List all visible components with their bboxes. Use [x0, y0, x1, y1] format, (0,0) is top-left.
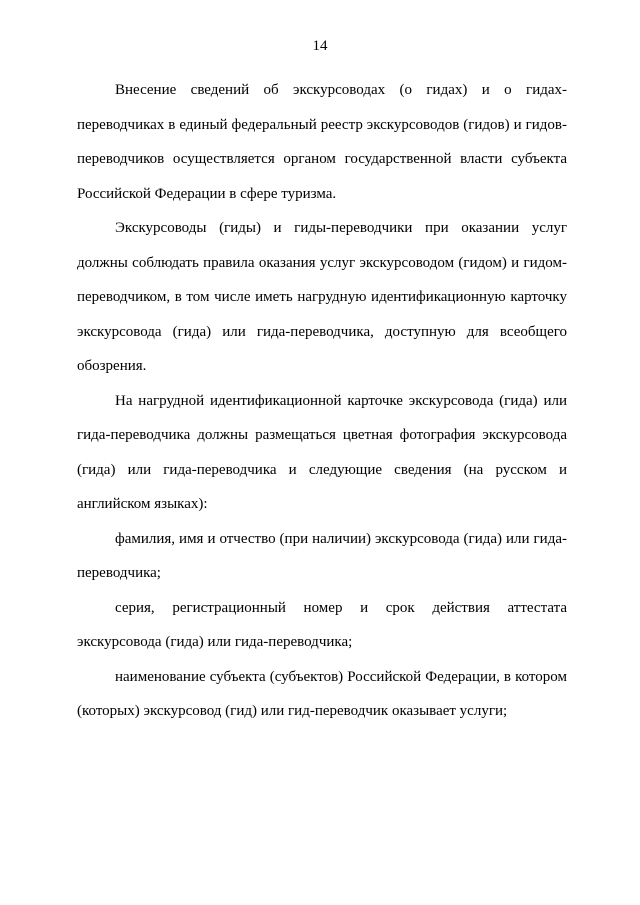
list-item-certificate: серия, регистрационный номер и срок действия аттестата экскурсовода (гида) или гида-переводчика; — [77, 599, 567, 650]
document-body — [77, 73, 567, 729]
list-item-region: наименование субъекта (субъектов) Российской Федерации, в котором (которых) экскурсовод (гид) или гид-переводчик оказывает услуги; — [77, 668, 567, 719]
list-item-full-name: фамилия, имя и отчество (при наличии) экскурсовода (гида) или гида-переводчика; — [77, 530, 567, 581]
paragraph-registry-info: Внесение сведений об экскурсоводах (о гидах) и о гидах-переводчиках в единый федеральный реестр экскурсоводов (гидов) и гидов-переводчиков осуществляется органом государственной власти субъекта Российской Федерации в сфере туризма. — [77, 82, 567, 202]
page-number: 14 — [312, 38, 328, 54]
paragraph-badge-contents: На нагрудной идентификационной карточке экскурсовода (гида) или гида-переводчика должны размещаться цветная фотография экскурсовода (гида) или гида-переводчика и следующие сведения (на русском и английском языках): — [77, 392, 567, 512]
paragraph-guide-rules: Экскурсоводы (гиды) и гиды-переводчики при оказании услуг должны соблюдать правила оказания услуг экскурсоводом (гидом) и гидом-переводчиком, в том числе иметь нагрудную идентификационную карточку экскурсовода (гида) или гида-переводчика, доступную для всеобщего обозрения. — [77, 220, 567, 374]
